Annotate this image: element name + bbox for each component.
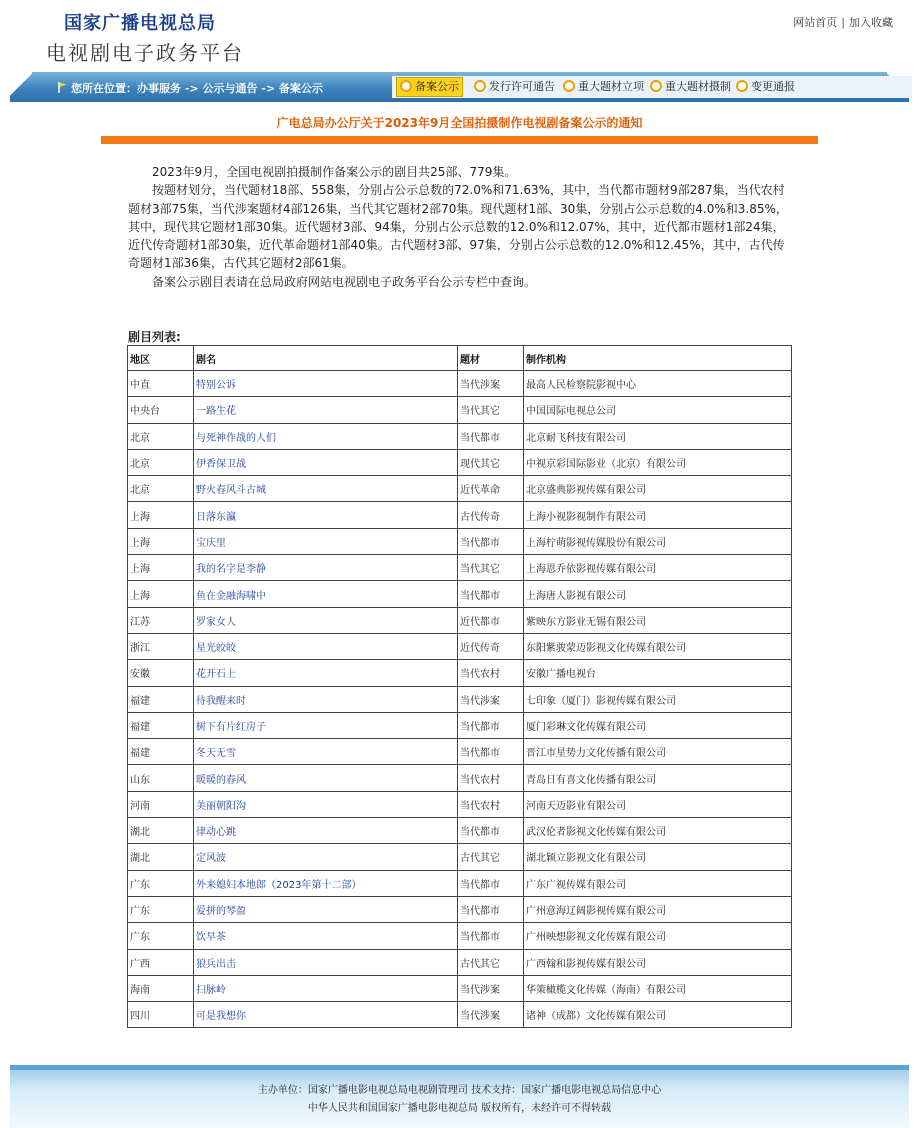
cell-region: 上海 [128,502,194,528]
cell-region: 福建 [128,712,194,738]
circle-icon [563,80,575,92]
tab-label: 备案公示 [415,80,459,93]
cell-producer: 厦门彩琳文化传媒有限公司 [524,712,792,738]
cell-title[interactable]: 树下有片红房子 [194,712,458,738]
title-divider [101,136,818,144]
cell-title[interactable]: 罗家女人 [194,607,458,633]
cell-title[interactable]: 爱拼的琴盈 [194,896,458,922]
cell-genre: 当代都市 [458,581,524,607]
circle-icon [736,80,748,92]
table-row [128,371,792,397]
cell-genre: 近代革命 [458,476,524,502]
cell-producer: 广西翰和影视传媒有限公司 [524,949,792,975]
breadcrumb-text: 您所在位置：办事服务 -> 公示与通告 -> 备案公示 [71,82,323,95]
cell-title[interactable]: 我的名字是李静 [194,555,458,581]
cell-producer: 北京耐飞科技有限公司 [524,423,792,449]
table-row [128,739,792,765]
cell-genre: 古代其它 [458,949,524,975]
cell-producer: 北京盛典影视传媒有限公司 [524,476,792,502]
table-row [128,949,792,975]
cell-producer: 中视京彩国际影业（北京）有限公司 [524,449,792,475]
tab-label: 重大题材立项 [578,80,644,93]
cell-title[interactable]: 外来媳妇本地郎（2023年第十二部） [194,870,458,896]
cell-genre: 当代涉案 [458,371,524,397]
cell-region: 江苏 [128,607,194,633]
cell-genre: 当代都市 [458,739,524,765]
table-row [128,791,792,817]
cell-genre: 当代都市 [458,923,524,949]
tab-major-topic-approval[interactable] [563,78,644,96]
table-row [128,686,792,712]
table-row [128,818,792,844]
cell-genre: 当代都市 [458,818,524,844]
cell-producer: 东阳紫骏蒙迈影视文化传媒有限公司 [524,633,792,659]
cell-title[interactable]: 暖暖的春风 [194,765,458,791]
cell-region: 上海 [128,581,194,607]
cell-producer: 七印象（厦门）影视传媒有限公司 [524,686,792,712]
cell-genre: 当代涉案 [458,686,524,712]
table-header-row [128,346,792,371]
notice-paragraph: 2023年9月，全国电视剧拍摄制作备案公示的剧目共25部、779集。 [152,165,517,179]
cell-region: 广东 [128,896,194,922]
table-row [128,844,792,870]
cell-region: 海南 [128,975,194,1001]
header-title: 剧名 [194,346,458,371]
link-separator: | [841,16,845,29]
cell-genre: 古代传奇 [458,502,524,528]
cell-region: 北京 [128,423,194,449]
cell-producer: 广州意海辽阔影视传媒有限公司 [524,896,792,922]
cell-title[interactable]: 花开石上 [194,660,458,686]
table-row [128,975,792,1001]
cell-producer: 中国国际电视总公司 [524,397,792,423]
cell-title[interactable]: 扫脉岭 [194,975,458,1001]
platform-name: 电视剧电子政务平台 [46,41,244,65]
cell-title[interactable]: 饮早茶 [194,923,458,949]
org-name: 国家广播电视总局 [64,13,216,34]
tab-major-topic-production[interactable] [650,78,731,96]
cell-producer: 广东广视传媒有限公司 [524,870,792,896]
cell-producer: 武汉伦者影视文化传媒有限公司 [524,818,792,844]
cell-producer: 上海柠萌影视传媒股份有限公司 [524,528,792,554]
cell-region: 四川 [128,1002,194,1028]
circle-icon [650,80,662,92]
table-row [128,923,792,949]
add-favorite-link[interactable]: 加入收藏 [849,16,893,29]
table-row [128,555,792,581]
cell-genre: 当代其它 [458,397,524,423]
cell-region: 广东 [128,923,194,949]
cell-producer: 华策橄榄文化传媒（海南）有限公司 [524,975,792,1001]
cell-producer: 广州映想影视文化传媒有限公司 [524,923,792,949]
cell-title[interactable]: 一路生花 [194,397,458,423]
table-row [128,397,792,423]
table-row [128,449,792,475]
cell-title[interactable]: 律动心跳 [194,818,458,844]
list-heading: 剧目列表: [128,330,181,344]
notice-title: 广电总局办公厅关于2023年9月全国拍摄制作电视剧备案公示的通知 [276,116,643,130]
cell-genre: 当代农村 [458,791,524,817]
table-row [128,423,792,449]
circle-icon [400,80,412,92]
cell-producer: 上海小视影视制作有限公司 [524,502,792,528]
cell-producer: 河南天迈影业有限公司 [524,791,792,817]
cell-producer: 上海唐人影视有限公司 [524,581,792,607]
table-row [128,1002,792,1028]
cell-title[interactable]: 冬天无雪 [194,739,458,765]
cell-genre: 现代其它 [458,449,524,475]
cell-region: 浙江 [128,633,194,659]
cell-title[interactable]: 可是我想你 [194,1002,458,1028]
cell-title[interactable]: 与死神作战的人们 [194,423,458,449]
header-region: 地区 [128,346,194,371]
table-row [128,581,792,607]
breadcrumb [58,80,323,96]
cell-region: 上海 [128,555,194,581]
cell-region: 中直 [128,371,194,397]
cell-region: 福建 [128,739,194,765]
cell-genre: 当代都市 [458,870,524,896]
tab-label: 重大题材摄制 [665,80,731,93]
cell-producer: 晋江市星势力文化传播有限公司 [524,739,792,765]
footer-copyright: 中华人民共和国国家广播电影电视总局 版权所有，未经许可不得转载 [307,1103,612,1114]
cell-region: 河南 [128,791,194,817]
cell-title[interactable]: 日落东瀛 [194,502,458,528]
footer-top-bar [10,1065,909,1070]
table-row [128,896,792,922]
cell-region: 北京 [128,449,194,475]
top-links [793,14,893,30]
tab-label: 变更通报 [751,80,795,93]
cell-title[interactable]: 伊香保卫战 [194,449,458,475]
home-link[interactable]: 网站首页 [793,16,838,29]
nav-tabs [392,76,912,98]
table-row [128,633,792,659]
cell-genre: 当代都市 [458,896,524,922]
cell-title[interactable]: 鱼在金融海啸中 [194,581,458,607]
page-header [0,0,919,70]
table-body [128,371,792,1028]
cell-title[interactable]: 狼兵出击 [194,949,458,975]
flag-icon [58,82,67,93]
table-row [128,476,792,502]
cell-producer: 青岛日有喜文化传播有限公司 [524,765,792,791]
tab-release-license[interactable] [474,78,555,96]
table-row [128,870,792,896]
cell-region: 广东 [128,870,194,896]
cell-region: 山东 [128,765,194,791]
cell-title[interactable]: 定风波 [194,844,458,870]
cell-region: 上海 [128,528,194,554]
cell-region: 安徽 [128,660,194,686]
table-row [128,528,792,554]
cell-region: 湖北 [128,844,194,870]
cell-title[interactable]: 美丽朝阳沟 [194,791,458,817]
cell-genre: 近代都市 [458,607,524,633]
header-genre: 题材 [458,346,524,371]
cell-producer: 最高人民检察院影视中心 [524,371,792,397]
footer [10,1065,909,1128]
cell-region: 北京 [128,476,194,502]
nav-bar-left-cap [10,72,32,102]
cell-producer: 安徽广播电视台 [524,660,792,686]
cell-producer: 上海恩乔依影视传媒有限公司 [524,555,792,581]
cell-genre: 当代其它 [458,555,524,581]
cell-genre: 当代农村 [458,660,524,686]
cell-producer: 紫映东方影业无锡有限公司 [524,607,792,633]
cell-title[interactable]: 野火春风斗古城 [194,476,458,502]
cell-region: 福建 [128,686,194,712]
tab-filing-notice[interactable] [396,77,463,97]
footer-sponsor: 主办单位：国家广播电影电视总局电视剧管理司 技术支持：国家广播电影电视总局信息中心 [257,1085,662,1096]
cell-title[interactable]: 星光皎皎 [194,633,458,659]
cell-title[interactable]: 特别公诉 [194,371,458,397]
cell-genre: 当代农村 [458,765,524,791]
cell-region: 湖北 [128,818,194,844]
cell-producer: 诸神（成都）文化传媒有限公司 [524,1002,792,1028]
cell-genre: 当代都市 [458,423,524,449]
notice-paragraph: 按题材划分，当代题材18部、558集，分别占公示总数的72.0%和71.63%，其中，当代都市题材9部287集，当代农村题材3部75集，当代涉案题材4部126集，当代其它题材2部70集。现代题材1部、30集，分别占公示总数的4.0%和3.85%，其中，现代其它题材1部30集。近代题材3部、94集，分别占公示总数的12.0%和12.07%，其中，近代都市题材1部24集，近代传奇题材1部30集，近代革命题材1部40集。古代题材3部、97集，分别占公示总数的12.0%和12.45%，其中，古代传奇题材1部36集，古代其它题材2部61集。 [128,183,788,271]
cell-genre: 当代都市 [458,528,524,554]
table-row [128,502,792,528]
cell-title[interactable]: 待我醒来时 [194,686,458,712]
cell-region: 中央台 [128,397,194,423]
table-row [128,607,792,633]
table-row [128,712,792,738]
tab-label: 发行许可通告 [489,80,555,93]
header-producer: 制作机构 [524,346,792,371]
circle-icon [474,80,486,92]
cell-genre: 当代涉案 [458,975,524,1001]
notice-paragraph: 备案公示剧目表请在总局政府网站电视剧电子政务平台公示专栏中查询。 [152,274,537,289]
tab-change-report[interactable] [736,78,795,96]
cell-producer: 湖北颖立影视文化有限公司 [524,844,792,870]
drama-table [127,345,792,1028]
cell-genre: 当代都市 [458,712,524,738]
cell-title[interactable]: 宝庆里 [194,528,458,554]
table-row [128,765,792,791]
cell-region: 广西 [128,949,194,975]
cell-genre: 古代其它 [458,844,524,870]
cell-genre: 近代传奇 [458,633,524,659]
cell-genre: 当代涉案 [458,1002,524,1028]
notice-body [128,163,792,291]
table-row [128,660,792,686]
